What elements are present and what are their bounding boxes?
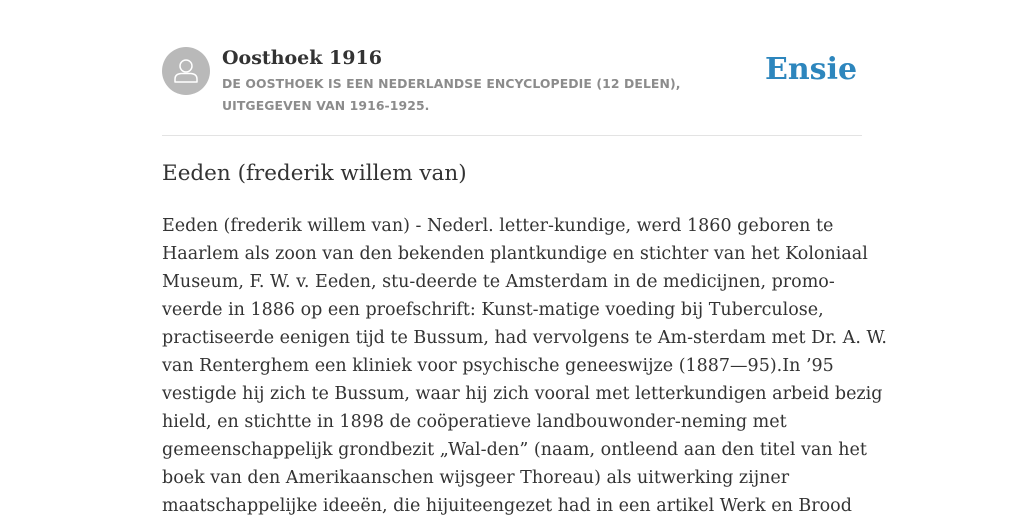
page-content [162,0,887,516]
ensie-logo[interactable]: Ensie [765,52,858,87]
entry-title: Eeden (frederik willem van) [162,161,467,186]
source-header [162,0,862,136]
source-avatar[interactable] [162,47,210,95]
source-description: DE OOSTHOEK IS EEN NEDERLANDSE ENCYCLOPEDIE (12 DELEN), UITGEGEVEN VAN 1916-1925. [222,76,681,113]
entry-body [162,212,887,520]
entry-line: Museum, F. W. v. Eeden, stu-deerde te Amsterdam in de medicijnen, promo- [162,272,835,292]
entry-line: Eeden (frederik willem van) - Nederl. letter-kundige, werd 1860 geboren te [162,216,834,236]
entry-line: vestigde hij zich te Bussum, waar hij zich vooral met letterkundigen arbeid bezig [162,384,883,404]
entry-line: practiseerde eenigen tijd te Bussum, had vervolgens te Am-sterdam met Dr. A. W. [162,328,887,348]
entry-line: van Renterghem een kliniek voor psychische geneeswijze (1887—95).In ’95 [162,356,834,376]
entry-line: Haarlem als zoon van den bekenden plantkundige en stichter van het Koloniaal [162,244,868,264]
source-title[interactable]: Oosthoek 1916 [222,47,382,69]
user-icon [162,47,210,95]
entry-line: hield, en stichtte in 1898 de coöperatieve landbouwonder-neming met [162,412,787,432]
entry-line: maatschappelijke ideeën, die hijuiteengezet had in een artikel Werk en Brood [162,496,852,516]
entry-line: boek van den Amerikaanschen wijsgeer Thoreau) als uitwerking zijner [162,468,790,488]
entry-line: veerde in 1886 op een proefschrift: Kunst-matige voeding bij Tuberculose, [162,300,824,320]
entry-line: gemeenschappelijk grondbezit „Wal-den” (naam, ontleend aan den titel van het [162,440,867,460]
